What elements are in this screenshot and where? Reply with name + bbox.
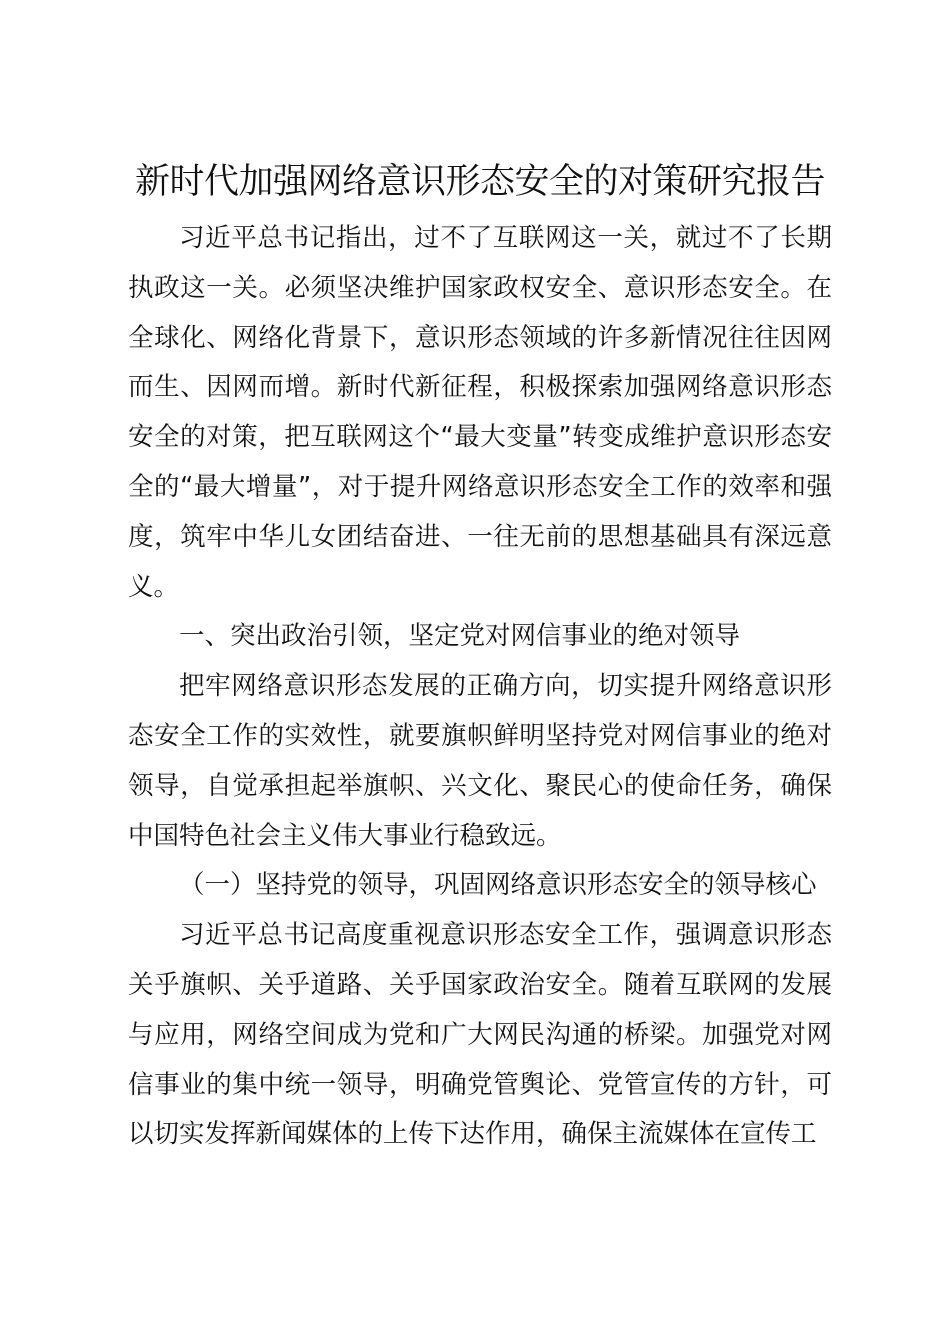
section-paragraph-1: 把牢网络意识形态发展的正确方向，切实提升网络意识形态安全工作的实效性，就要旗帜鲜明坚持党对网信事业的绝对领导，自觉承担起举旗帜、兴文化、聚民心的使命任务，确保中国特色社会主义伟大事业行稳致远。 xyxy=(128,671,832,851)
subsection-paragraph-1: 习近平总书记高度重视意识形态安全工作，强调意识形态关乎旗帜、关乎道路、关乎国家政治安全。随着互联网的发展与应用，网络空间成为党和广大网民沟通的桥梁。加强党对网信事业的集中统一领导，明确党管舆论、党管宣传的方针，可以切实发挥新闻媒体的上传下达作用，确保主流媒体在宣传工 xyxy=(128,920,832,1150)
intro-paragraph: 习近平总书记指出，过不了互联网这一关，就过不了长期执政这一关。必须坚决维护国家政权安全、意识形态安全。在全球化、网络化背景下，意识形态领域的许多新情况往往因网而生、因网而增。新时代新征程，积极探索加强网络意识形态安全的对策，把互联网这个“最大变量”转变成维护意识形态安全的“最大增量”，对于提升网络意识形态安全工作的效率和强度，筑牢中华儿女团结奋进、一往无前的思想基础具有深远意义。 xyxy=(128,223,832,602)
document-title: 新时代加强网络意识形态安全的对策研究报告 xyxy=(134,162,825,202)
document-page xyxy=(128,150,832,1160)
subsection-heading-1: （一）坚持党的领导，巩固网络意识形态安全的领导核心 xyxy=(179,870,817,901)
section-heading-1: 一、突出政治引领，坚定党对网信事业的绝对领导 xyxy=(179,621,741,652)
